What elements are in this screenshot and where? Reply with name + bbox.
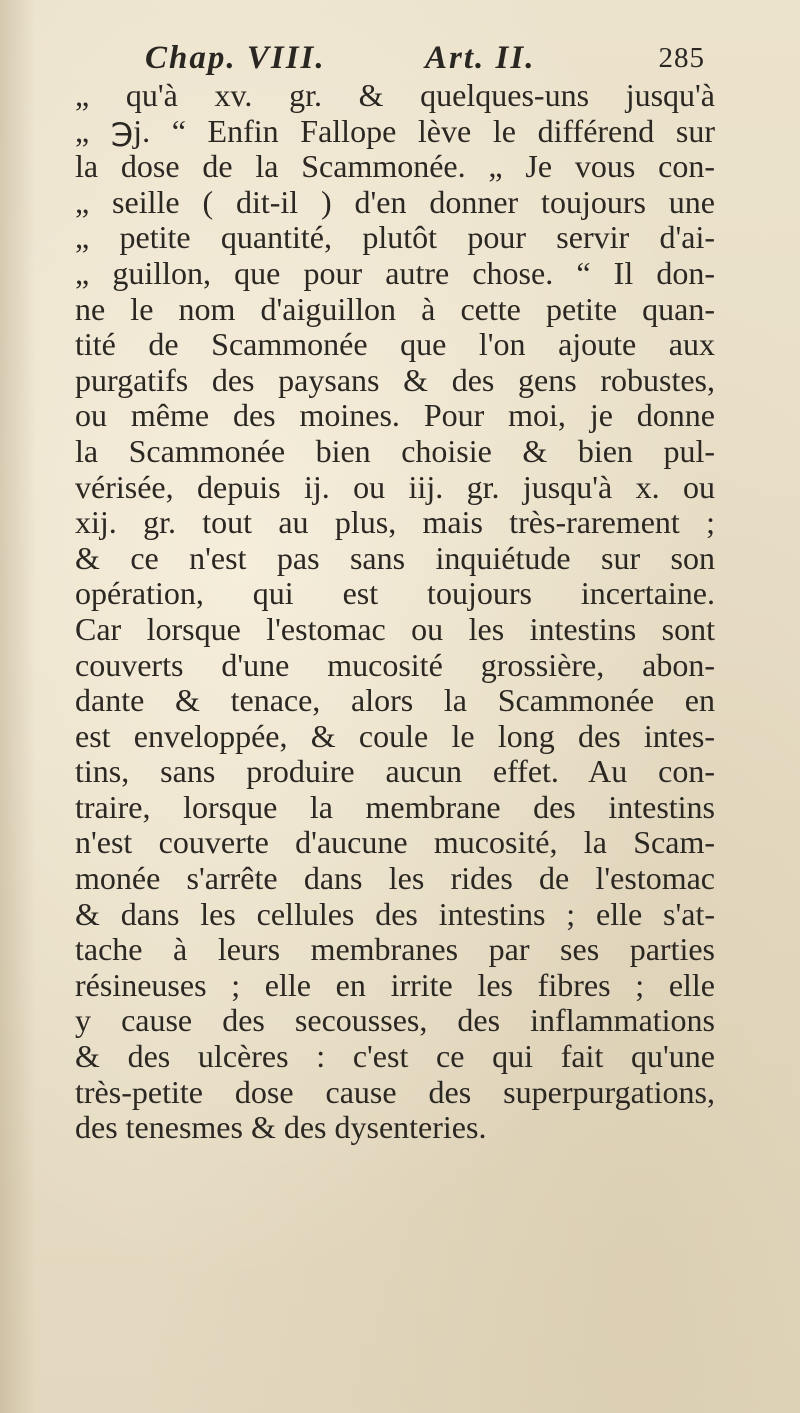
running-header — [145, 40, 705, 80]
text-line: y cause des secousses, des inflammations — [75, 1002, 715, 1039]
article-heading: Art. II. — [425, 40, 536, 76]
text-line: vérisée, depuis ij. ou iij. gr. jusqu'à x. ou — [75, 468, 715, 505]
text-line: très-petite dose cause des superpurgations, — [75, 1073, 715, 1110]
text-line: purgatifs des paysans & des gens robustes, — [75, 361, 715, 398]
text-line: couverts d'une mucosité grossière, abon- — [75, 646, 715, 683]
text-line: tins, sans produire aucun effet. Au con- — [75, 753, 715, 790]
text-line: n'est couverte d'aucune mucosité, la Scam- — [75, 824, 715, 861]
text-line: & des ulcères : c'est ce qui fait qu'une — [75, 1038, 715, 1075]
text-line: ne le nom d'aiguillon à cette petite quan- — [75, 290, 715, 327]
chapter-heading: Chap. VIII. — [145, 40, 326, 76]
text-line: ou même des moines. Pour moi, je donne — [75, 397, 715, 434]
page-number: 285 — [658, 42, 705, 74]
text-line: „ qu'à xv. gr. & quelques-uns jusqu'à — [75, 77, 715, 113]
text-line: la Scammonée bien choisie & bien pul- — [75, 432, 715, 469]
text-line: dante & tenace, alors la Scammonée en — [75, 682, 715, 719]
text-line: la dose de la Scammonée. „ Je vous con- — [75, 148, 715, 185]
text-line: xij. gr. tout au plus, mais très-rarement ; — [75, 504, 715, 541]
text-line: „ ℈j. “ Enfin Fallope lève le différend sur — [75, 112, 715, 149]
text-line: „ guillon, que pour autre chose. “ Il don- — [75, 254, 715, 291]
text-line: traire, lorsque la membrane des intestins — [75, 788, 715, 825]
text-line: „ seille ( dit-il ) d'en donner toujours une — [75, 183, 715, 220]
text-line: & dans les cellules des intestins ; elle s'at- — [75, 895, 715, 932]
text-line: est enveloppée, & coule le long des intes- — [75, 717, 715, 754]
text-line: & ce n'est pas sans inquiétude sur son — [75, 539, 715, 576]
text-line: des tenesmes & des dysenteries. — [75, 1109, 487, 1146]
text-line: résineuses ; elle en irrite les fibres ; elle — [75, 966, 715, 1003]
text-line: opération, qui est toujours incertaine. — [75, 575, 715, 612]
text-line: tache à leurs membranes par ses parties — [75, 931, 715, 968]
body-text — [75, 78, 715, 1146]
text-line: „ petite quantité, plutôt pour servir d'ai- — [75, 219, 715, 256]
page-edge-shadow — [0, 0, 36, 1413]
text-line: Car lorsque l'estomac ou les intestins sont — [75, 610, 715, 647]
text-line: monée s'arrête dans les rides de l'estomac — [75, 860, 715, 897]
text-line: tité de Scammonée que l'on ajoute aux — [75, 326, 715, 363]
